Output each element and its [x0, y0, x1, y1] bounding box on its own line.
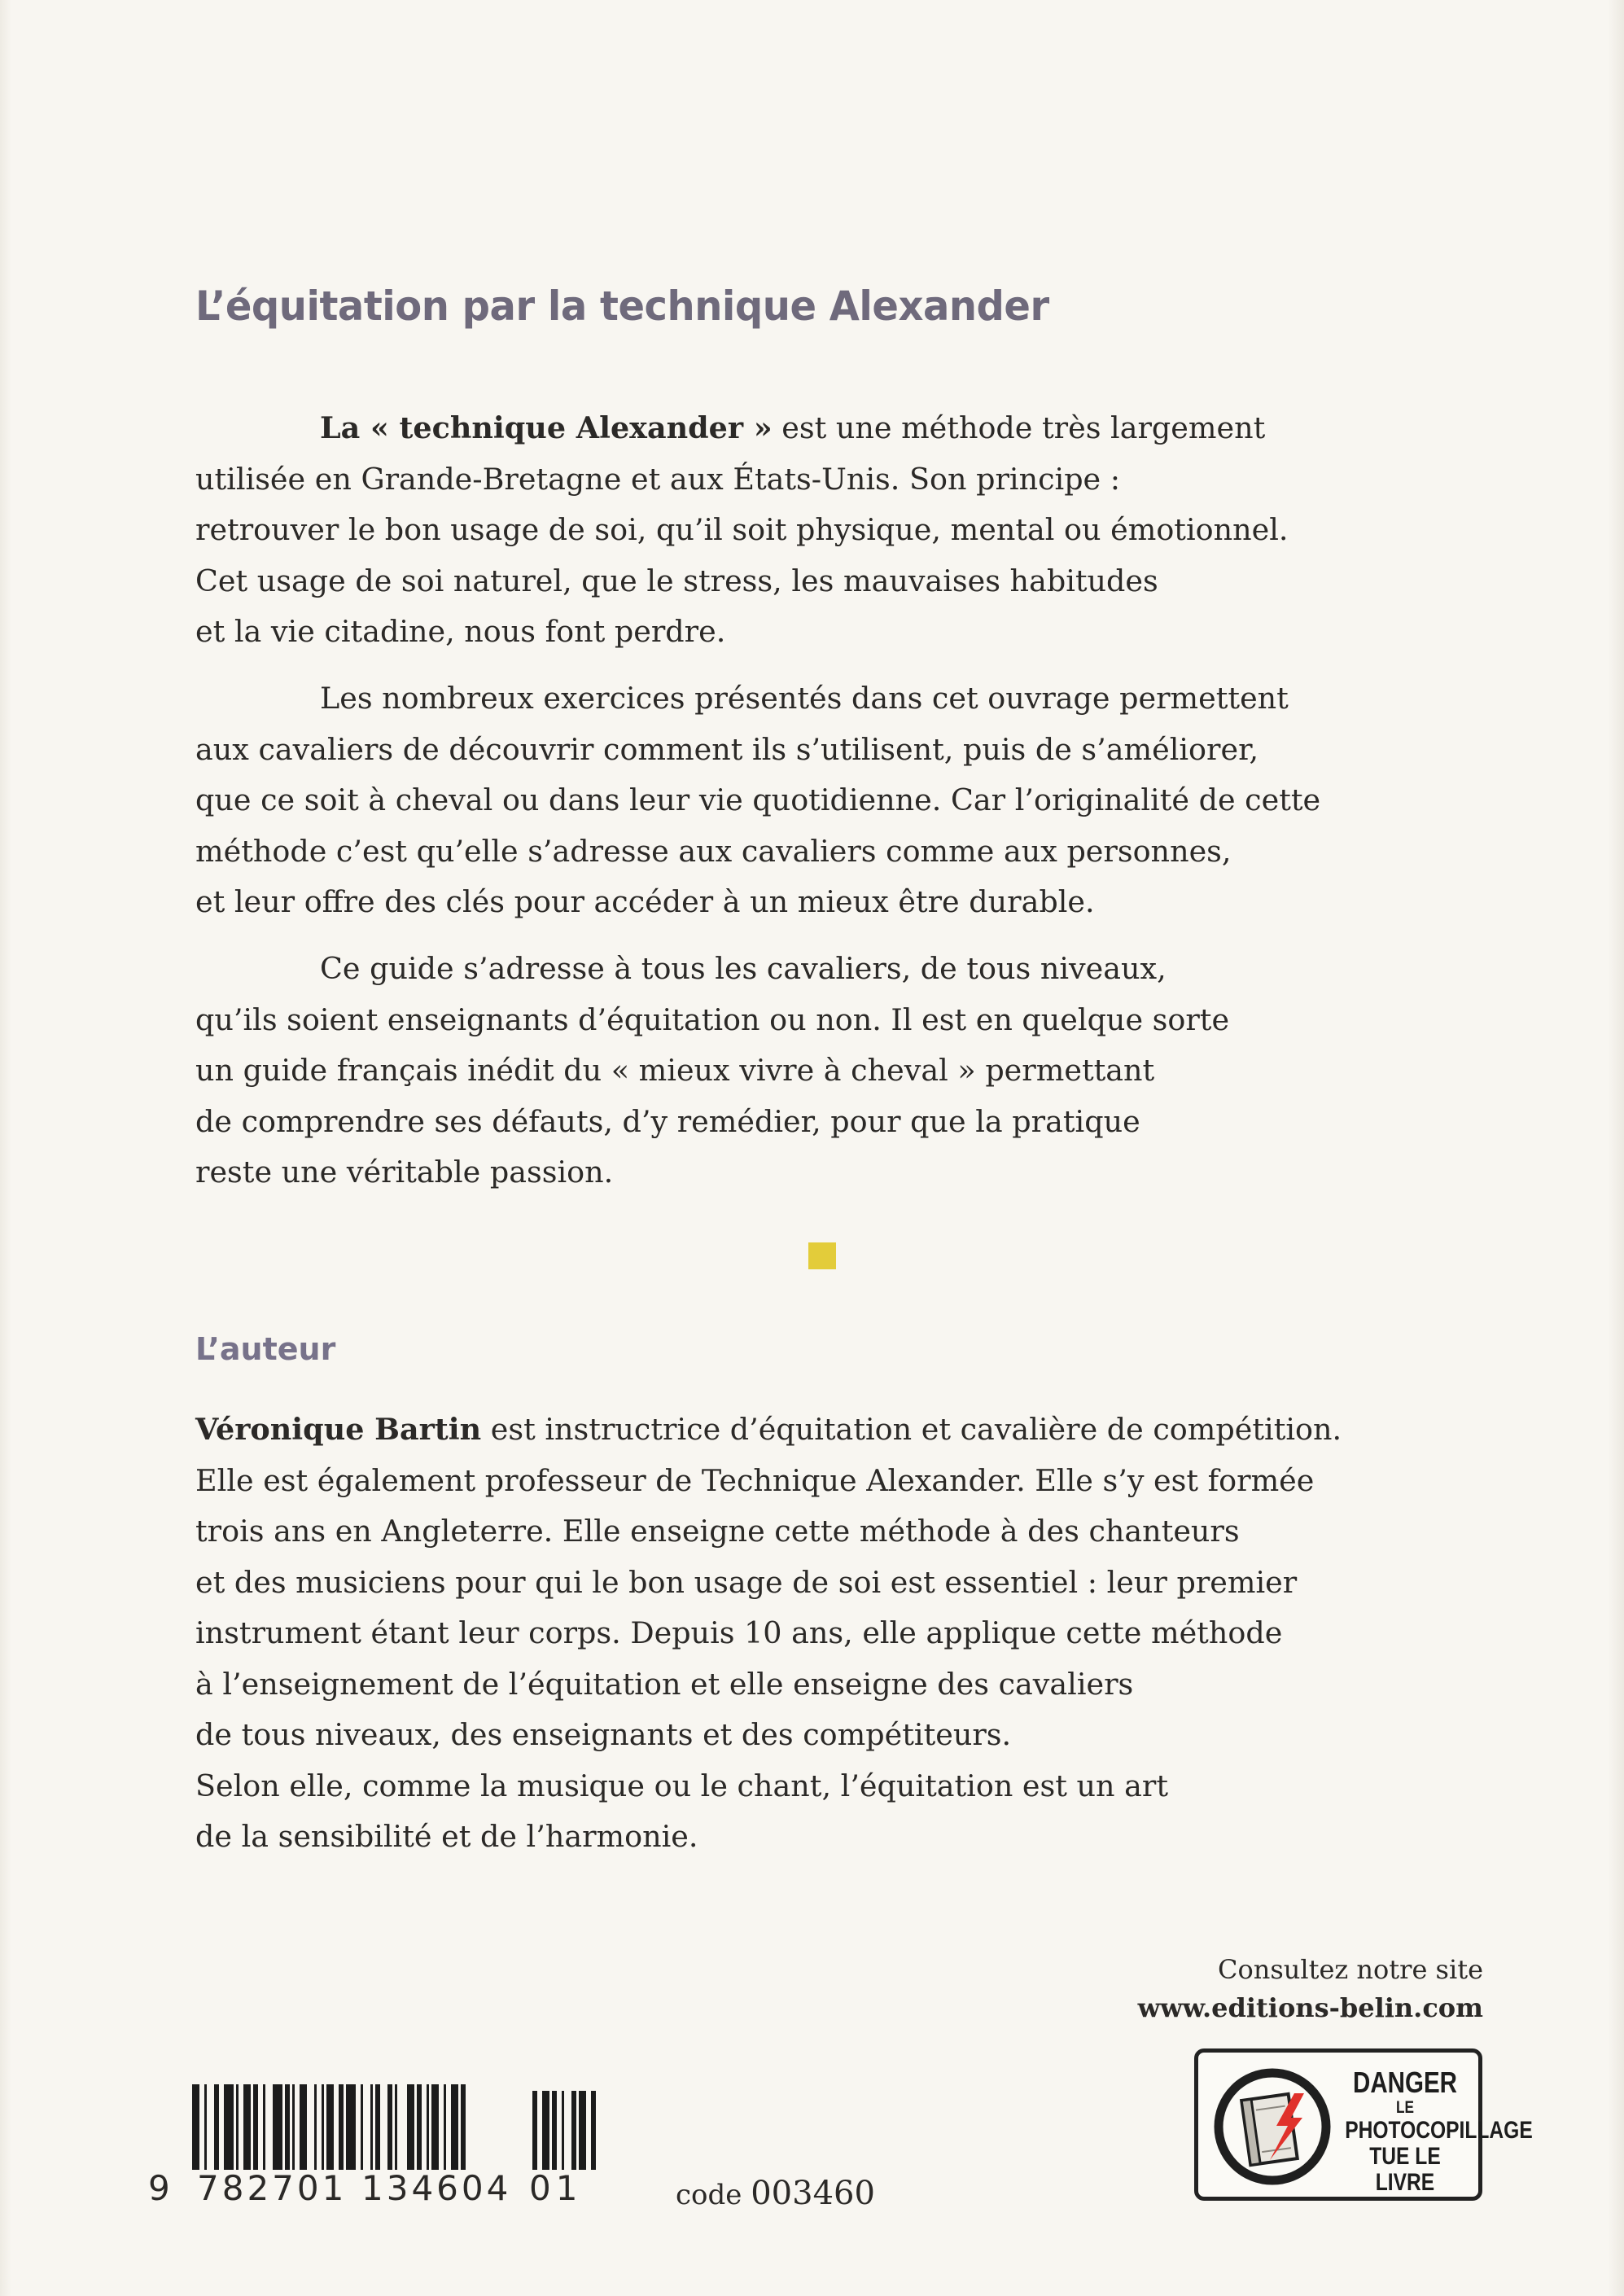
danger-line3: PHOTOCOPILLAGE — [1345, 2117, 1533, 2144]
guide-line-4: reste une véritable passion. — [195, 1155, 614, 1190]
code-label: code — [676, 2179, 742, 2211]
barcode-addon-bar — [542, 2091, 549, 2170]
guide-line-0: Ce guide s’adresse à tous les cavaliers, de tous niveaux, — [320, 951, 1167, 986]
barcode-bar — [461, 2084, 466, 2170]
barcode-bar — [339, 2084, 344, 2170]
barcode-bar — [263, 2084, 265, 2170]
barcode-bar — [370, 2084, 373, 2170]
barcode-bar — [192, 2084, 199, 2170]
guide-line-2: un guide français inédit du « mieux vivre à cheval » permettant — [195, 1053, 1155, 1088]
danger-line1: DANGER — [1353, 2066, 1457, 2099]
barcode-bar — [285, 2084, 290, 2170]
danger-line2: LE — [1395, 2098, 1415, 2117]
author-lead-rest: est instructrice d’équitation et cavalière de compétition. — [481, 1412, 1342, 1447]
barcode-bar — [427, 2084, 429, 2170]
author-line-4: instrument étant leur corps. Depuis 10 ans, elle applique cette méthode — [195, 1615, 1283, 1650]
exercises-line-1: aux cavaliers de découvrir comment ils s’utilisent, puis de s’améliorer, — [195, 731, 1259, 767]
author-line-5: à l’enseignement de l’équitation et elle enseigne des cavaliers — [195, 1666, 1134, 1702]
exercises-line-4: et leur offre des clés pour accéder à un mieux être durable. — [195, 884, 1095, 919]
barcode-addon: 01 — [529, 2168, 583, 2208]
barcode-bar — [204, 2084, 207, 2170]
exercises-line-2: que ce soit à cheval ou dans leur vie quotidienne. Car l’originalité de cette — [195, 782, 1321, 817]
intro-line-3: Cet usage de soi naturel, que le stress, les mauvaises habitudes — [195, 563, 1158, 598]
author-line-0 — [195, 1404, 1342, 1456]
author-line-2: trois ans en Angleterre. Elle enseigne cette méthode à des chanteurs — [195, 1514, 1240, 1549]
barcode-bar — [322, 2084, 324, 2170]
intro-lead-rest: est une méthode très largement — [772, 410, 1266, 445]
yellow-square-separator — [808, 1242, 836, 1269]
barcode-addon-bar — [579, 2091, 586, 2170]
barcode-bar — [300, 2084, 307, 2170]
website-url[interactable]: www.editions-belin.com — [1137, 1992, 1483, 2023]
barcode-bar — [361, 2084, 363, 2170]
intro-line-4: et la vie citadine, nous font perdre. — [195, 614, 726, 649]
exercises-paragraph — [195, 673, 1320, 928]
exercises-line-0: Les nombreux exercices présentés dans cet ouvrage permettent — [320, 681, 1289, 716]
barcode-bar — [243, 2084, 251, 2170]
exercises-line-3: méthode c’est qu’elle s’adresse aux cavaliers comme aux personnes, — [195, 833, 1232, 869]
barcode-bar — [273, 2084, 282, 2170]
author-name: Véronique Bartin — [195, 1412, 482, 1447]
intro-line-2: retrouver le bon usage de soi, qu’il soit physique, mental ou émotionnel. — [195, 512, 1289, 547]
intro-line-1: utilisée en Grande-Bretagne et aux États-Unis. Son principe : — [195, 461, 1121, 497]
intro-lead-bold: La « technique Alexander » — [320, 410, 773, 445]
barcode-bar — [292, 2084, 295, 2170]
guide-line-3: de comprendre ses défauts, d’y remédier, pour que la pratique — [195, 1103, 1140, 1139]
book-bolt-icon — [1211, 2066, 1333, 2188]
barcode-bar — [236, 2084, 239, 2170]
website-label: Consultez notre site — [1217, 1954, 1483, 1985]
code-number: 003460 — [751, 2175, 875, 2212]
author-line-7: Selon elle, comme la musique ou le chant, l’équitation est un art — [195, 1768, 1169, 1803]
barcode-bar — [253, 2084, 258, 2170]
barcode-addon-bar — [562, 2091, 564, 2170]
barcode-first-digit: 9 — [148, 2168, 170, 2208]
barcode-bar — [314, 2084, 317, 2170]
website-block — [1138, 1951, 1483, 2027]
barcode-bar — [451, 2084, 458, 2170]
barcode-addon-bar — [591, 2091, 596, 2170]
product-code — [676, 2175, 875, 2212]
barcode-bar — [214, 2084, 219, 2170]
barcode-bar — [224, 2084, 234, 2170]
barcode-bar — [395, 2084, 397, 2170]
barcode-addon-bar — [532, 2091, 537, 2170]
author-line-3: et des musiciens pour qui le bon usage de soi est essentiel : leur premier — [195, 1564, 1298, 1600]
book-title: L’équitation par la technique Alexander — [195, 283, 1049, 330]
intro-line-0 — [195, 403, 1289, 454]
author-line-8: de la sensibilité et de l’harmonie. — [195, 1819, 698, 1854]
danger-line4: TUE LE LIVRE — [1369, 2143, 1441, 2196]
barcode-bar — [431, 2084, 439, 2170]
danger-text — [1345, 2066, 1533, 2196]
author-paragraph — [195, 1404, 1342, 1863]
barcode-bar — [346, 2084, 356, 2170]
danger-photocopy-badge — [1194, 2048, 1533, 2201]
barcode-bar — [387, 2084, 392, 2170]
barcode-bar — [417, 2084, 422, 2170]
guide-paragraph — [195, 944, 1229, 1198]
barcode-group1: 782701 — [197, 2168, 348, 2208]
author-line-6: de tous niveaux, des enseignants et des compétiteurs. — [195, 1717, 1012, 1752]
guide-line-1: qu’ils soient enseignants d’équitation ou non. Il est en quelque sorte — [195, 1001, 1230, 1037]
author-heading: L’auteur — [195, 1331, 336, 1367]
barcode-addon-bar — [552, 2091, 557, 2170]
barcode-bar — [407, 2084, 414, 2170]
barcode — [192, 2084, 599, 2170]
barcode-bar — [444, 2084, 446, 2170]
author-line-1: Elle est également professeur de Technique Alexander. Elle s’y est formée — [195, 1462, 1315, 1498]
intro-paragraph — [195, 403, 1289, 658]
barcode-addon-bar — [571, 2091, 576, 2170]
barcode-group2: 134604 — [361, 2168, 512, 2208]
barcode-bar — [326, 2084, 334, 2170]
barcode-bar — [375, 2084, 380, 2170]
